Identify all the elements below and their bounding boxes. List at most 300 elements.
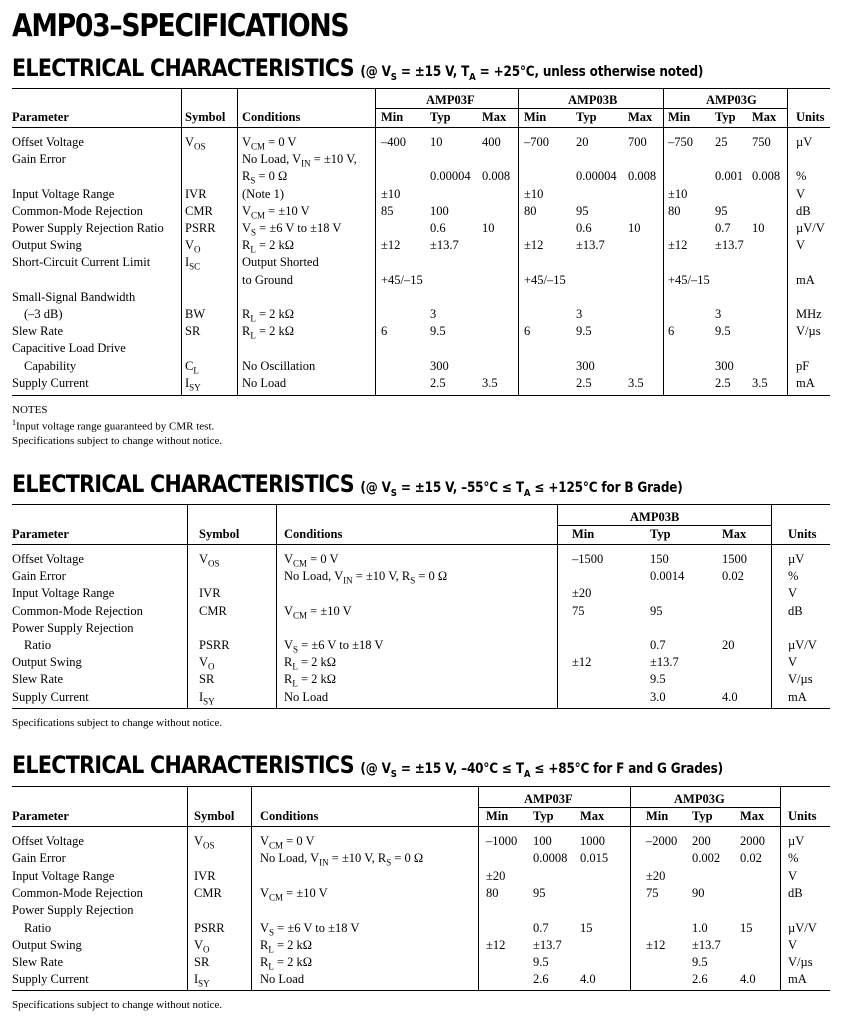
symbol-text: I [199,690,204,704]
conditions-cell [284,552,339,571]
value-cell: 10 [482,221,495,235]
column-header-units: Units [788,809,817,823]
unit-cell: mA [788,690,807,704]
column-divider [630,786,631,990]
column-divider [187,504,188,708]
conditions-text: = ±10 V [307,604,352,618]
unit-cell: V/µs [796,324,821,338]
section-heading [12,54,703,83]
symbol-text: IVR [194,869,216,883]
value-cell: 0.6 [576,221,592,235]
parameter-cell: Input Voltage Range [12,869,115,883]
value-cell: 75 [646,886,659,900]
section-conditions [360,761,723,780]
symbol-subscript: SY [189,382,201,393]
conditions-subscript: IN [319,857,329,868]
symbol-cell [185,307,205,321]
conditions-text: V [242,204,252,218]
unit-cell: % [788,851,799,865]
unit-cell: µV [788,552,805,566]
section-heading-text: ELECTRICAL CHARACTERISTICS [12,470,354,498]
conditions-subscript: L [292,678,298,689]
group-header-amp03g: AMP03G [674,792,725,806]
column-divider [557,504,558,708]
symbol-text: V [185,135,195,149]
parameter-cell: Common-Mode Rejection [12,204,143,218]
value-cell: 3 [430,307,437,321]
conditions-text: = 0 V [307,552,339,566]
section-cond-sub: A [523,487,531,499]
symbol-text: PSRR [199,638,230,652]
value-cell: ±12 [486,938,506,952]
value-cell: 0.008 [628,169,657,183]
value-cell: 4.0 [722,690,738,704]
conditions-cell [242,255,319,269]
value-cell: 1500 [722,552,747,566]
conditions-text: = 0 V [283,834,315,848]
conditions-text: V [284,604,294,618]
section-cond-text: = ±15 V, T [396,64,470,80]
conditions-cell [242,152,357,171]
value-cell: 90 [692,886,705,900]
symbol-cell [185,221,216,235]
parameter-cell: Common-Mode Rejection [12,886,143,900]
unit-cell: % [788,569,799,583]
value-cell: 6 [668,324,675,338]
conditions-subscript: IN [301,158,311,169]
conditions-subscript: CM [293,610,308,621]
conditions-subscript: CM [269,840,284,851]
symbol-subscript: SY [198,978,210,989]
section-cond-text: (@ V [360,64,391,80]
conditions-cell [260,955,312,974]
column-header-max: Max [752,110,777,124]
value-cell: ±13.7 [576,238,605,252]
column-header-min: Min [381,110,404,124]
section-cond-text: (@ V [360,480,391,496]
value-cell: 2.5 [715,376,731,390]
unit-cell: dB [788,886,803,900]
column-header-conditions: Conditions [260,809,319,823]
value-cell: 750 [752,135,771,149]
value-cell: –1500 [572,552,604,566]
value-cell: 9.5 [715,324,731,338]
column-divider [478,786,479,990]
table-bottom-rule [12,395,830,396]
symbol-cell [199,638,230,652]
symbol-cell [185,359,199,378]
value-cell: 9.5 [430,324,446,338]
conditions-cell [260,921,359,940]
group-header-amp03f: AMP03F [524,792,573,806]
value-cell: 15 [740,921,753,935]
unit-cell: mA [788,972,807,986]
value-cell: 0.001 [715,169,744,183]
section-heading-text: ELECTRICAL CHARACTERISTICS [12,54,354,82]
conditions-text: R [260,938,269,952]
unit-cell: µV [788,834,805,848]
parameter-cell: Power Supply Rejection [12,621,134,635]
column-header-min: Min [524,110,547,124]
value-cell: 80 [486,886,499,900]
conditions-text: V [260,921,270,935]
value-cell: 95 [533,886,546,900]
symbol-text: I [194,972,199,986]
section-cond-text: = ±15 V, –55°C ≤ T [396,480,524,496]
conditions-cell [242,324,294,343]
value-cell: 10 [628,221,641,235]
conditions-text: V [242,135,252,149]
value-cell: 0.7 [533,921,549,935]
symbol-text: SR [185,324,201,338]
conditions-subscript: CM [293,558,308,569]
column-header-typ: Typ [533,809,554,823]
value-cell: 300 [430,359,449,373]
unit-cell: V [788,938,798,952]
parameter-cell: Slew Rate [12,324,64,338]
symbol-text: V [194,834,204,848]
unit-cell: µV/V [796,221,825,235]
parameter-cell: Output Swing [12,655,82,669]
conditions-text: = ±10 V [265,204,310,218]
value-cell: 6 [524,324,531,338]
value-cell: 2.5 [576,376,592,390]
parameter-cell: Output Swing [12,238,82,252]
symbol-text: PSRR [194,921,225,935]
symbol-subscript: SC [189,261,201,272]
table-header-rule [12,127,830,128]
section-heading [12,751,723,780]
conditions-text: Output Shorted [242,255,319,269]
conditions-cell [242,359,315,373]
conditions-cell [260,851,423,870]
section-cond-sub: S [390,768,397,780]
symbol-cell [194,834,215,853]
value-cell: –700 [524,135,549,149]
value-cell: 95 [650,604,663,618]
conditions-cell [260,886,328,905]
conditions-text: V [284,638,294,652]
conditions-subscript: L [250,313,256,324]
value-cell: 100 [533,834,552,848]
parameter-cell: Common-Mode Rejection [12,604,143,618]
parameter-cell: Offset Voltage [12,135,84,149]
conditions-cell [260,972,304,986]
conditions-text: = ±10 V, R [352,569,411,583]
conditions-subscript: L [268,944,274,955]
symbol-text: PSRR [185,221,216,235]
value-cell: –400 [381,135,406,149]
conditions-cell [284,638,383,657]
value-cell: 0.0014 [650,569,685,583]
value-cell: –750 [668,135,693,149]
symbol-text: BW [185,307,206,321]
value-cell: 9.5 [650,672,666,686]
symbol-text: V [194,938,204,952]
column-header-parameter: Parameter [12,527,69,541]
conditions-text: No Load [260,972,305,986]
value-cell: 4.0 [740,972,756,986]
value-cell: 80 [668,204,681,218]
symbol-cell [194,955,209,969]
conditions-subscript: CM [251,141,266,152]
notes-label: NOTES [12,404,48,416]
value-cell: 9.5 [576,324,592,338]
symbol-text: V [199,655,209,669]
conditions-text: = 2 kΩ [255,307,295,321]
symbol-cell [199,690,215,709]
parameter-cell: Ratio [24,921,52,935]
conditions-subscript: S [250,175,256,186]
conditions-cell [242,307,294,326]
value-cell: 6 [381,324,388,338]
symbol-cell [185,324,200,338]
parameter-cell: (–3 dB) [24,307,63,321]
parameter-cell: Input Voltage Range [12,586,115,600]
symbol-text: V [185,238,195,252]
value-cell: 0.015 [580,851,609,865]
conditions-text: No Load [284,690,329,704]
symbol-cell [185,135,206,154]
column-divider [518,88,519,395]
section-conditions [360,64,704,83]
symbol-cell [185,204,213,218]
value-cell: 3.0 [650,690,666,704]
value-cell: –1000 [486,834,518,848]
conditions-text: = 0 Ω [415,569,448,583]
section-heading [12,470,683,499]
conditions-subscript: L [250,244,256,255]
symbol-cell [185,187,207,201]
symbol-subscript: O [194,244,201,255]
column-header-max: Max [740,809,765,823]
conditions-text: No Load, V [260,851,320,865]
symbol-cell [194,938,210,957]
value-cell: 200 [692,834,711,848]
conditions-cell [242,187,284,201]
value-cell: 0.00004 [430,169,471,183]
group-header-rule [478,807,630,808]
section-cond-sub: A [469,71,476,83]
conditions-text: No Load, V [242,152,302,166]
group-header-amp03b: AMP03B [568,93,618,107]
change-notice: Specifications subject to change without notice. [12,717,223,729]
parameter-cell: Capability [24,359,77,373]
conditions-cell [242,169,287,188]
value-cell: 15 [580,921,593,935]
value-cell: ±20 [572,586,592,600]
column-header-units: Units [788,527,817,541]
value-cell: 10 [430,135,443,149]
value-cell: ±13.7 [650,655,679,669]
symbol-cell [199,586,221,600]
column-divider [780,786,781,990]
unit-cell: V/µs [788,955,813,969]
value-cell: 80 [524,204,537,218]
symbol-subscript: L [193,365,199,376]
conditions-cell [242,376,286,390]
value-cell: 0.02 [740,851,762,865]
value-cell: 0.002 [692,851,721,865]
conditions-cell [242,238,294,257]
value-cell: 1.0 [692,921,708,935]
symbol-cell [185,255,200,274]
conditions-text: = 0 V [265,135,297,149]
conditions-text: = 0 Ω [391,851,424,865]
value-cell: 0.6 [430,221,446,235]
section-cond-sub: S [390,71,397,83]
conditions-text: = ±6 V to ±18 V [298,638,384,652]
value-cell: 0.02 [722,569,744,583]
column-header-typ: Typ [430,110,451,124]
conditions-text: = ±10 V [283,886,328,900]
value-cell: ±13.7 [430,238,459,252]
conditions-text: V [242,221,252,235]
table-bottom-rule [12,990,830,991]
section-heading-text: ELECTRICAL CHARACTERISTICS [12,751,354,779]
parameter-cell: Input Voltage Range [12,187,115,201]
conditions-subscript: L [268,961,274,972]
conditions-text: (Note 1) [242,187,284,201]
value-cell: ±13.7 [533,938,562,952]
section-cond-text: (@ V [360,761,391,777]
group-header-amp03f: AMP03F [426,93,475,107]
group-header-rule [557,525,771,526]
section-cond-sub: A [523,768,531,780]
conditions-text: = 2 kΩ [297,655,337,669]
section-conditions [360,480,683,499]
column-header-symbol: Symbol [194,809,235,823]
value-cell: ±20 [486,869,506,883]
conditions-subscript: L [292,661,298,672]
section-cond-sub: S [390,487,397,499]
column-header-typ: Typ [576,110,597,124]
value-cell: 100 [430,204,449,218]
symbol-cell [185,238,201,257]
symbol-text: CMR [199,604,227,618]
symbol-cell [199,604,227,618]
value-cell: 0.008 [482,169,511,183]
parameter-cell: Ratio [24,638,52,652]
symbol-text: CMR [194,886,222,900]
conditions-text: R [242,307,251,321]
value-cell: 0.7 [715,221,731,235]
value-cell: ±12 [381,238,401,252]
group-header-rule [663,108,787,109]
conditions-text: R [242,238,251,252]
value-cell: 3 [715,307,722,321]
conditions-subscript: CM [269,892,284,903]
conditions-text: = 2 kΩ [255,238,295,252]
column-header-typ: Typ [715,110,736,124]
conditions-subscript: S [386,857,392,868]
column-header-max: Max [580,809,605,823]
value-cell: ±13.7 [715,238,744,252]
parameter-cell: Gain Error [12,851,66,865]
unit-cell: dB [788,604,803,618]
table-header-rule [12,826,830,827]
value-cell: 95 [576,204,589,218]
conditions-subscript: S [293,644,299,655]
value-cell: 3.5 [752,376,768,390]
unit-cell: V [796,238,806,252]
parameter-cell: Slew Rate [12,955,64,969]
value-cell: –2000 [646,834,678,848]
column-header-max: Max [722,527,747,541]
conditions-text: R [260,955,269,969]
column-header-parameter: Parameter [12,809,69,823]
parameter-cell: Power Supply Rejection Ratio [12,221,164,235]
column-header-conditions: Conditions [284,527,343,541]
unit-cell: V [788,655,798,669]
conditions-cell [284,604,352,623]
section-cond-text: ≤ +85°C for F and G Grades) [530,761,723,777]
unit-cell: % [796,169,807,183]
value-cell: 0.0008 [533,851,568,865]
column-divider [787,88,788,395]
symbol-subscript: O [203,944,210,955]
parameter-cell: Short-Circuit Current Limit [12,255,151,269]
conditions-text: V [260,886,270,900]
conditions-cell [242,204,310,223]
column-header-conditions: Conditions [242,110,301,124]
group-header-rule [518,108,663,109]
parameter-cell: Supply Current [12,972,89,986]
value-cell: ±10 [381,187,401,201]
value-cell: 25 [715,135,728,149]
footnote-1 [12,418,214,433]
value-cell: 0.00004 [576,169,617,183]
conditions-subscript: S [251,227,257,238]
value-cell: 75 [572,604,585,618]
value-cell: 0.008 [752,169,781,183]
conditions-text: = 2 kΩ [255,324,295,338]
symbol-subscript: OS [208,558,220,569]
symbol-cell [199,552,220,571]
column-header-typ: Typ [692,809,713,823]
column-divider [251,786,252,990]
conditions-text: R [284,672,293,686]
symbol-text: V [199,552,209,566]
group-header-amp03g: AMP03G [706,93,757,107]
symbol-cell [194,921,225,935]
unit-cell: V [796,187,806,201]
column-header-units: Units [796,110,825,124]
column-header-symbol: Symbol [185,110,226,124]
table-top-rule [12,786,830,787]
conditions-cell [284,655,336,674]
value-cell: 1000 [580,834,605,848]
value-cell: 3.5 [482,376,498,390]
conditions-cell [284,690,328,704]
column-header-min: Min [572,527,595,541]
conditions-text: = 2 kΩ [297,672,337,686]
symbol-subscript: O [208,661,215,672]
value-cell: 400 [482,135,501,149]
unit-cell: MHz [796,307,822,321]
symbol-cell [194,972,210,991]
conditions-cell [242,273,293,287]
change-notice: Specifications subject to change without notice. [12,435,223,447]
symbol-text: I [185,376,190,390]
column-header-parameter: Parameter [12,110,69,124]
column-header-min: Min [486,809,509,823]
value-cell: 2.6 [692,972,708,986]
value-cell: 9.5 [533,955,549,969]
table-top-rule [12,88,830,89]
conditions-cell [260,938,312,957]
conditions-text: R [242,169,251,183]
